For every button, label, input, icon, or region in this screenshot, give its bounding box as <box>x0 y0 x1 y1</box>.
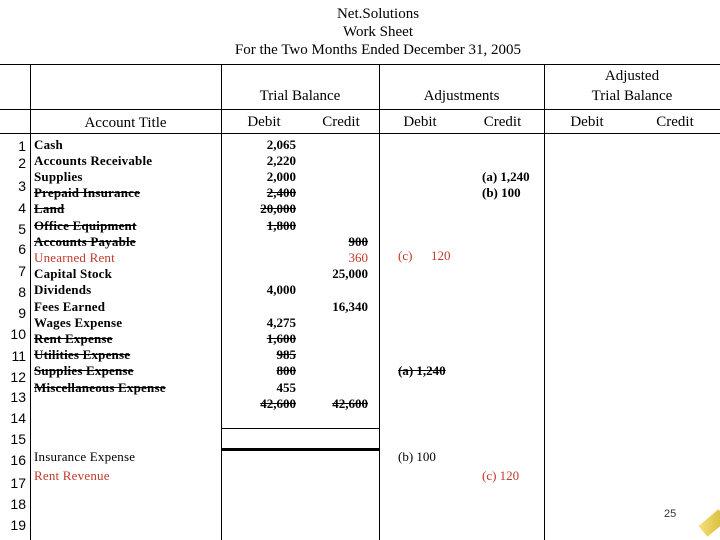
header-mid-rule <box>0 109 720 110</box>
tb-credit-fees-earned: 16,340 <box>332 299 368 314</box>
tb-debit-cash: 2,065 <box>266 137 296 152</box>
tb-credit-total: 42,600 <box>332 396 368 411</box>
adj-credit-rent-revenue: (c) 120 <box>482 468 520 483</box>
row-number-divider <box>30 64 31 540</box>
tb-credit-capital-stock: 25,000 <box>332 266 368 281</box>
account-accounts-receivable: Accounts Receivable <box>34 153 153 168</box>
tb-debit-supplies-expense: 800 <box>276 363 296 378</box>
row-number: 14 <box>10 410 26 426</box>
row-number: 1 <box>18 138 26 154</box>
account-wages-expense: Wages Expense <box>34 315 123 330</box>
account-rent-expense: Rent Expense <box>34 331 113 346</box>
header-bottom-rule <box>0 133 720 134</box>
account-miscellaneous-expense: Miscellaneous Expense <box>34 380 166 395</box>
row-number: 6 <box>18 241 26 257</box>
account-land: Land <box>34 201 65 216</box>
adjusted-tb-header-line2: Trial Balance <box>591 88 673 104</box>
account-rent-revenue: Rent Revenue <box>34 468 110 483</box>
row-number: 12 <box>10 369 26 385</box>
adjustments-header: Adjustments <box>423 88 500 104</box>
adj-debit-unearned-amount: 120 <box>431 248 451 263</box>
tb-col-divider <box>379 64 380 540</box>
tb-debit-misc-expense: 455 <box>276 380 296 395</box>
company-name: Net.Solutions <box>336 6 420 22</box>
tb-debit-total: 42,600 <box>260 396 296 411</box>
row-number: 17 <box>10 475 26 491</box>
account-capital-stock: Capital Stock <box>34 266 113 281</box>
trial-balance-header: Trial Balance <box>259 88 341 104</box>
row-number: 16 <box>10 452 26 468</box>
adj-debit-supplies-expense: (a) 1,240 <box>398 363 446 378</box>
tb-debit-office-equipment: 1,800 <box>266 218 296 233</box>
row-number: 15 <box>10 431 26 447</box>
adj-col-divider <box>544 64 545 540</box>
account-fees-earned: Fees Earned <box>34 299 106 314</box>
row-number: 11 <box>11 348 26 364</box>
row-number: 2 <box>18 155 26 171</box>
row-number: 8 <box>18 284 26 300</box>
title-col-divider <box>221 64 222 540</box>
total-double-rule <box>222 448 379 451</box>
tb-credit-accounts-payable: 900 <box>348 234 368 249</box>
tb-credit-unearned-rent: 360 <box>348 250 368 265</box>
row-number: 18 <box>10 496 26 512</box>
account-prepaid-insurance: Prepaid Insurance <box>34 185 141 200</box>
account-dividends: Dividends <box>34 282 92 297</box>
adj-debit-header: Debit <box>403 114 437 130</box>
adj-credit-supplies: (a) 1,240 <box>482 169 530 184</box>
row-number: 13 <box>10 389 26 405</box>
statement-name: Work Sheet <box>342 24 414 40</box>
account-office-equipment: Office Equipment <box>34 218 137 233</box>
top-rule <box>0 64 720 65</box>
account-title-header: Account Title <box>84 115 167 131</box>
tb-debit-dividends: 4,000 <box>266 282 296 297</box>
row-number: 10 <box>10 326 26 342</box>
tb-debit-wages-expense: 4,275 <box>266 315 296 330</box>
total-single-rule <box>222 428 379 429</box>
account-cash: Cash <box>34 137 63 152</box>
page-number: 25 <box>664 508 677 520</box>
tb-debit-utilities-expense: 985 <box>276 347 296 362</box>
account-supplies-expense: Supplies Expense <box>34 363 134 378</box>
row-number: 5 <box>18 221 26 237</box>
account-unearned-rent: Unearned Rent <box>34 250 115 265</box>
adj-credit-header: Credit <box>483 114 522 130</box>
adjusted-tb-header-line1: Adjusted <box>604 68 660 84</box>
tb-debit-rent-expense: 1,600 <box>266 331 296 346</box>
row-number: 4 <box>18 200 26 216</box>
tb-debit-accounts-receivable: 2,220 <box>266 153 296 168</box>
atb-credit-header: Credit <box>656 114 694 130</box>
account-utilities-expense: Utilities Expense <box>34 347 131 362</box>
account-accounts-payable: Accounts Payable <box>34 234 136 249</box>
adj-credit-prepaid-insurance: (b) 100 <box>482 185 521 200</box>
adj-debit-unearned-ref: (c) <box>398 248 413 263</box>
row-number: 19 <box>10 517 26 533</box>
tb-credit-header: Credit <box>322 114 360 130</box>
tb-debit-land: 20,000 <box>260 201 296 216</box>
corner-decoration <box>699 509 720 536</box>
row-number: 9 <box>18 305 26 321</box>
atb-debit-header: Debit <box>570 114 604 130</box>
tb-debit-prepaid-insurance: 2,400 <box>266 185 296 200</box>
tb-debit-header: Debit <box>247 114 281 130</box>
account-insurance-expense: Insurance Expense <box>34 449 136 464</box>
row-number: 3 <box>18 178 26 194</box>
row-number: 7 <box>18 263 26 279</box>
account-supplies: Supplies <box>34 169 83 184</box>
tb-debit-supplies: 2,000 <box>266 169 296 184</box>
period-title: For the Two Months Ended December 31, 2005 <box>234 42 522 58</box>
adj-debit-insurance-expense: (b) 100 <box>398 449 436 464</box>
